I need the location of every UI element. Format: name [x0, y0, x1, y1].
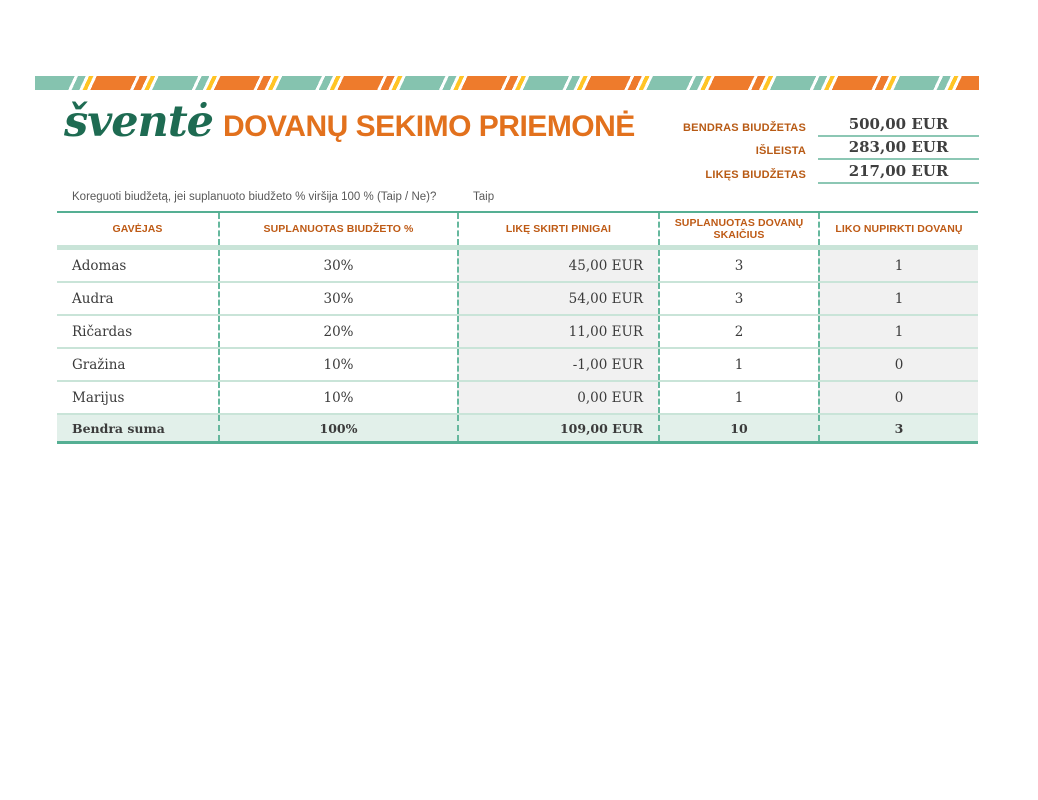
gifts-to-buy-cell[interactable]: 0: [818, 382, 978, 413]
total-gifts-planned-cell: 10: [658, 415, 818, 441]
column-header-budget-percent: SUPLANUOTAS BIUDŽETO %: [218, 213, 457, 245]
percent-cell[interactable]: 30%: [218, 250, 457, 281]
remaining-budget-row: [560, 160, 979, 184]
gifts-to-buy-cell[interactable]: 1: [818, 250, 978, 281]
recipient-cell[interactable]: Adomas: [72, 257, 127, 274]
table-row: [57, 382, 978, 415]
recipient-cell[interactable]: Audra: [72, 290, 114, 307]
column-header-gifts-planned: SUPLANUOTAS DOVANŲ SKAIČIUS: [658, 213, 818, 245]
total-gifts-to-buy-cell: 3: [818, 415, 978, 441]
percent-cell[interactable]: 10%: [218, 349, 457, 380]
gifts-planned-cell[interactable]: 1: [658, 349, 818, 380]
column-header-money-left: LIKĘ SKIRTI PINIGAI: [457, 213, 658, 245]
column-header-gifts-to-buy: LIKO NUPIRKTI DOVANŲ: [818, 213, 978, 245]
total-label-cell: Bendra suma: [72, 420, 165, 436]
gifts-to-buy-cell[interactable]: 1: [818, 316, 978, 347]
table-total-row: [57, 415, 978, 444]
money-left-cell[interactable]: 54,00 EUR: [457, 283, 658, 314]
money-left-cell[interactable]: 11,00 EUR: [457, 316, 658, 347]
spent-value[interactable]: 283,00 EUR: [818, 138, 979, 160]
brand-logo: šventė: [64, 97, 214, 147]
table-row: [57, 250, 978, 283]
gifts-to-buy-cell[interactable]: 1: [818, 283, 978, 314]
table-row: [57, 283, 978, 316]
gift-table: [57, 211, 978, 444]
gifts-planned-cell[interactable]: 3: [658, 250, 818, 281]
total-budget-row: [560, 113, 979, 137]
recipient-cell[interactable]: Gražina: [72, 356, 126, 373]
table-header-row: [57, 213, 978, 245]
total-money-left-cell: 109,00 EUR: [457, 415, 658, 441]
spent-label: IŠLEISTA: [755, 145, 806, 157]
table-row: [57, 316, 978, 349]
decorative-stripe-border: [35, 76, 979, 90]
percent-cell[interactable]: 30%: [218, 283, 457, 314]
budget-summary-panel: [560, 113, 979, 184]
percent-cell[interactable]: 10%: [218, 382, 457, 413]
gifts-planned-cell[interactable]: 1: [658, 382, 818, 413]
remaining-budget-value[interactable]: 217,00 EUR: [818, 162, 979, 184]
recipient-cell[interactable]: Marijus: [72, 389, 125, 406]
page-title: DOVANŲ SEKIMO PRIEMONĖ: [223, 110, 635, 143]
adjust-budget-answer[interactable]: Taip: [473, 191, 495, 203]
gifts-planned-cell[interactable]: 3: [658, 283, 818, 314]
remaining-budget-label: LIKĘS BIUDŽETAS: [705, 168, 806, 181]
spent-row: [560, 137, 979, 161]
total-budget-label: BENDRAS BIUDŽETAS: [683, 121, 806, 134]
recipient-cell[interactable]: Ričardas: [72, 323, 133, 340]
money-left-cell[interactable]: 0,00 EUR: [457, 382, 658, 413]
total-budget-value[interactable]: 500,00 EUR: [818, 115, 979, 137]
money-left-cell[interactable]: -1,00 EUR: [457, 349, 658, 380]
total-percent-cell: 100%: [218, 415, 457, 441]
gifts-planned-cell[interactable]: 2: [658, 316, 818, 347]
gifts-to-buy-cell[interactable]: 0: [818, 349, 978, 380]
percent-cell[interactable]: 20%: [218, 316, 457, 347]
adjust-budget-question: Koreguoti biudžetą, jei suplanuoto biudžeto % viršija 100 % (Taip / Ne)?: [72, 191, 437, 203]
money-left-cell[interactable]: 45,00 EUR: [457, 250, 658, 281]
table-row: [57, 349, 978, 382]
column-header-recipient: GAVĖJAS: [112, 223, 163, 235]
